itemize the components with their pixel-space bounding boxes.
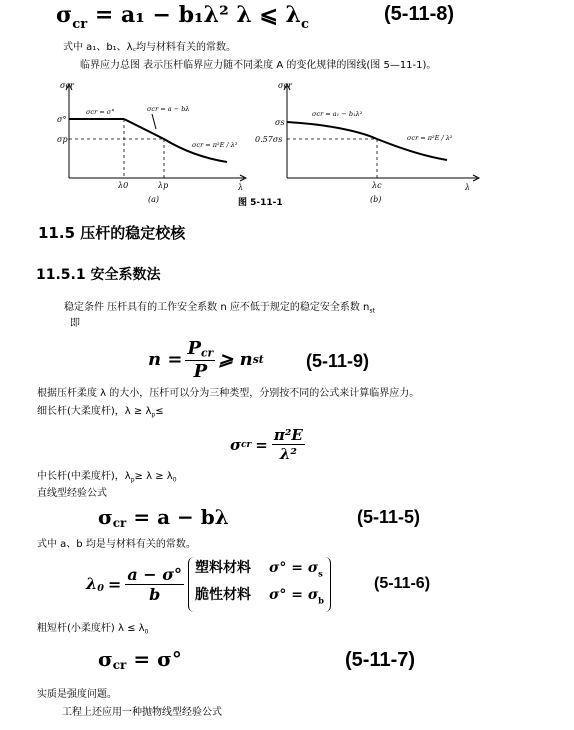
slender-end: ≤	[155, 406, 164, 417]
b-tick-057sigmas: 0.57σs	[255, 135, 283, 144]
eq7-rhs: = σ°	[133, 647, 182, 671]
b-tick-sigmas: σs	[275, 118, 285, 127]
paragraph-critical-stress-diagram: 临界应力总图 表示压杆临界应力随不同柔度 A 的变化规律的图线(图 5—11-1)。	[80, 60, 437, 71]
eq-rhs: = a₁ − b₁λ² λ ⩽ λ	[94, 2, 301, 28]
mid-rest: ≥ λ ≥ λ	[134, 471, 173, 482]
equation-5-11-9	[148, 338, 264, 382]
eq9-n: n =	[148, 349, 183, 371]
a-linear	[124, 119, 164, 139]
b-label-euler: σcr = π²E / λ²	[407, 134, 453, 142]
mid-sub2: 0	[172, 476, 177, 484]
subfigure-a	[66, 84, 246, 181]
equation-5-11-5	[98, 505, 229, 530]
equation-5-11-8	[56, 0, 309, 40]
euler-eq: =	[255, 435, 268, 454]
figure-5-11-1	[52, 78, 482, 211]
eq5-lhs-sub: cr	[112, 515, 127, 530]
a-tick-sigmap: σp	[57, 135, 68, 144]
b-xaxis-label: λ	[465, 183, 471, 192]
b-yaxis-label: σcr	[278, 81, 292, 90]
mid-text: 中长杆(中柔度杆)，λ	[37, 471, 131, 482]
paragraph-constants: 式中 a₁、b₁、λ꜀均与材料有关的常数。	[63, 42, 237, 53]
equation-number: (5-11-9)	[306, 351, 370, 371]
a-label-linear: σcr = a − bλ	[147, 105, 190, 113]
equation-number: (5-11-5)	[357, 507, 421, 527]
b-tick-lambdac: λc	[372, 181, 382, 190]
paragraph-strength: 实质是强度问题。	[37, 689, 117, 700]
b-caption: (b)	[370, 195, 382, 204]
eq6-row1-mat: 塑料材料	[195, 560, 252, 576]
eq9-fraction	[185, 338, 215, 382]
paragraph-short	[37, 622, 148, 639]
eq6-eq: =	[107, 574, 122, 594]
a-xaxis-label: λ	[238, 183, 244, 192]
eq6-den: b	[149, 584, 161, 604]
figure-title: 图 5-11-1	[238, 198, 283, 208]
section-heading-11-5-1: 11.5.1 安全系数法	[36, 267, 161, 283]
stability-text: 稳定条件 压杆具有的工作安全系数 n 应不低于规定的稳定安全系数 n	[64, 302, 370, 313]
eq7-lhs-sub: cr	[112, 657, 127, 672]
paragraph-ji: 即	[70, 318, 80, 329]
stability-sub: st	[369, 307, 375, 315]
eq-lhs-sub: cr	[72, 17, 88, 32]
paragraph-constants-ab: 式中 a、b 均是与材料有关的常数。	[37, 539, 196, 550]
equation-5-11-6	[86, 557, 331, 612]
a-pointer	[152, 114, 156, 129]
equation-5-11-7	[98, 647, 182, 672]
short-sub: 0	[144, 628, 149, 636]
paragraph-slender	[37, 405, 164, 422]
eq9-num-sub: cr	[200, 346, 214, 360]
a-yaxis-label: σcr	[60, 81, 74, 90]
eq5-rhs: = a − bλ	[133, 505, 229, 529]
eq6-num: a − σ°	[127, 564, 183, 584]
paragraph-parabola: 工程上还应用一种抛物线型经验公式	[62, 707, 222, 718]
euler-den: λ²	[279, 445, 297, 463]
eq6-lhs-sub: 0	[97, 583, 104, 595]
short-text: 粗短杆(小柔度杆) λ ≤ λ	[37, 623, 145, 634]
a-caption: (a)	[148, 195, 160, 204]
slender-text: 细长杆(大柔度杆)，λ ≥ λ	[37, 406, 152, 417]
eq6-row2-mat: 脆性材料	[195, 587, 252, 604]
eq6-row2-rel: σ° = σ	[269, 587, 319, 604]
eq9-rhs-sub: st	[252, 353, 264, 367]
eq6-lhs: λ	[86, 574, 98, 594]
equation-number: (5-11-7)	[345, 649, 416, 671]
eq6-case-plastic	[195, 557, 324, 584]
eq9-den: P	[193, 360, 208, 382]
euler-fraction	[272, 426, 305, 463]
a-labels	[57, 81, 243, 204]
a-tick-lambda0: λ0	[118, 181, 129, 190]
equation-number: (5-11-8)	[384, 3, 455, 25]
equation-number: (5-11-6)	[374, 575, 431, 592]
eq9-num: P	[187, 338, 201, 359]
eq6-cases	[188, 557, 331, 612]
a-tick-lambdap: λp	[158, 181, 169, 190]
paragraph-medium	[37, 470, 177, 487]
euler-lhs-sub: cr	[241, 439, 252, 450]
paragraph-linear: 直线型经验公式	[37, 488, 107, 499]
a-label-euler: σcr = π²E / λ²	[192, 141, 238, 149]
paragraph-types: 根据压杆柔度 λ 的大小，压杆可以分为三种类型，分别按不同的公式来计算临界应力。	[37, 388, 420, 399]
eq5-lhs: σ	[98, 505, 113, 529]
eq6-row1-sub: s	[318, 568, 323, 579]
subfigure-b	[284, 84, 479, 181]
mid-sub1: p	[130, 476, 135, 484]
a-tick-sigma0: σ°	[57, 115, 67, 124]
a-label-plateau: σcr = σ°	[86, 108, 115, 116]
b-label-parabola: σcr = a₁ − b₁λ²	[312, 110, 363, 118]
paragraph-stability-condition	[64, 301, 375, 318]
eq6-case-brittle	[195, 584, 324, 611]
eq6-row1-rel: σ° = σ	[269, 560, 319, 576]
eq6-fraction	[125, 565, 184, 604]
slender-sub: p	[151, 411, 156, 419]
euler-lhs: σ	[230, 435, 242, 454]
eq6-row2-sub: b	[318, 595, 325, 606]
eq7-lhs: σ	[98, 647, 113, 671]
eq-lhs: σ	[56, 2, 73, 28]
equation-euler	[230, 426, 305, 463]
euler-num: π²E	[273, 426, 303, 444]
eq9-rhs: ⩾ n	[218, 349, 253, 371]
figure-svg	[52, 78, 482, 211]
eq-rhs-sub: c	[300, 17, 309, 32]
section-heading-11-5: 11.5 压杆的稳定校核	[38, 224, 186, 242]
